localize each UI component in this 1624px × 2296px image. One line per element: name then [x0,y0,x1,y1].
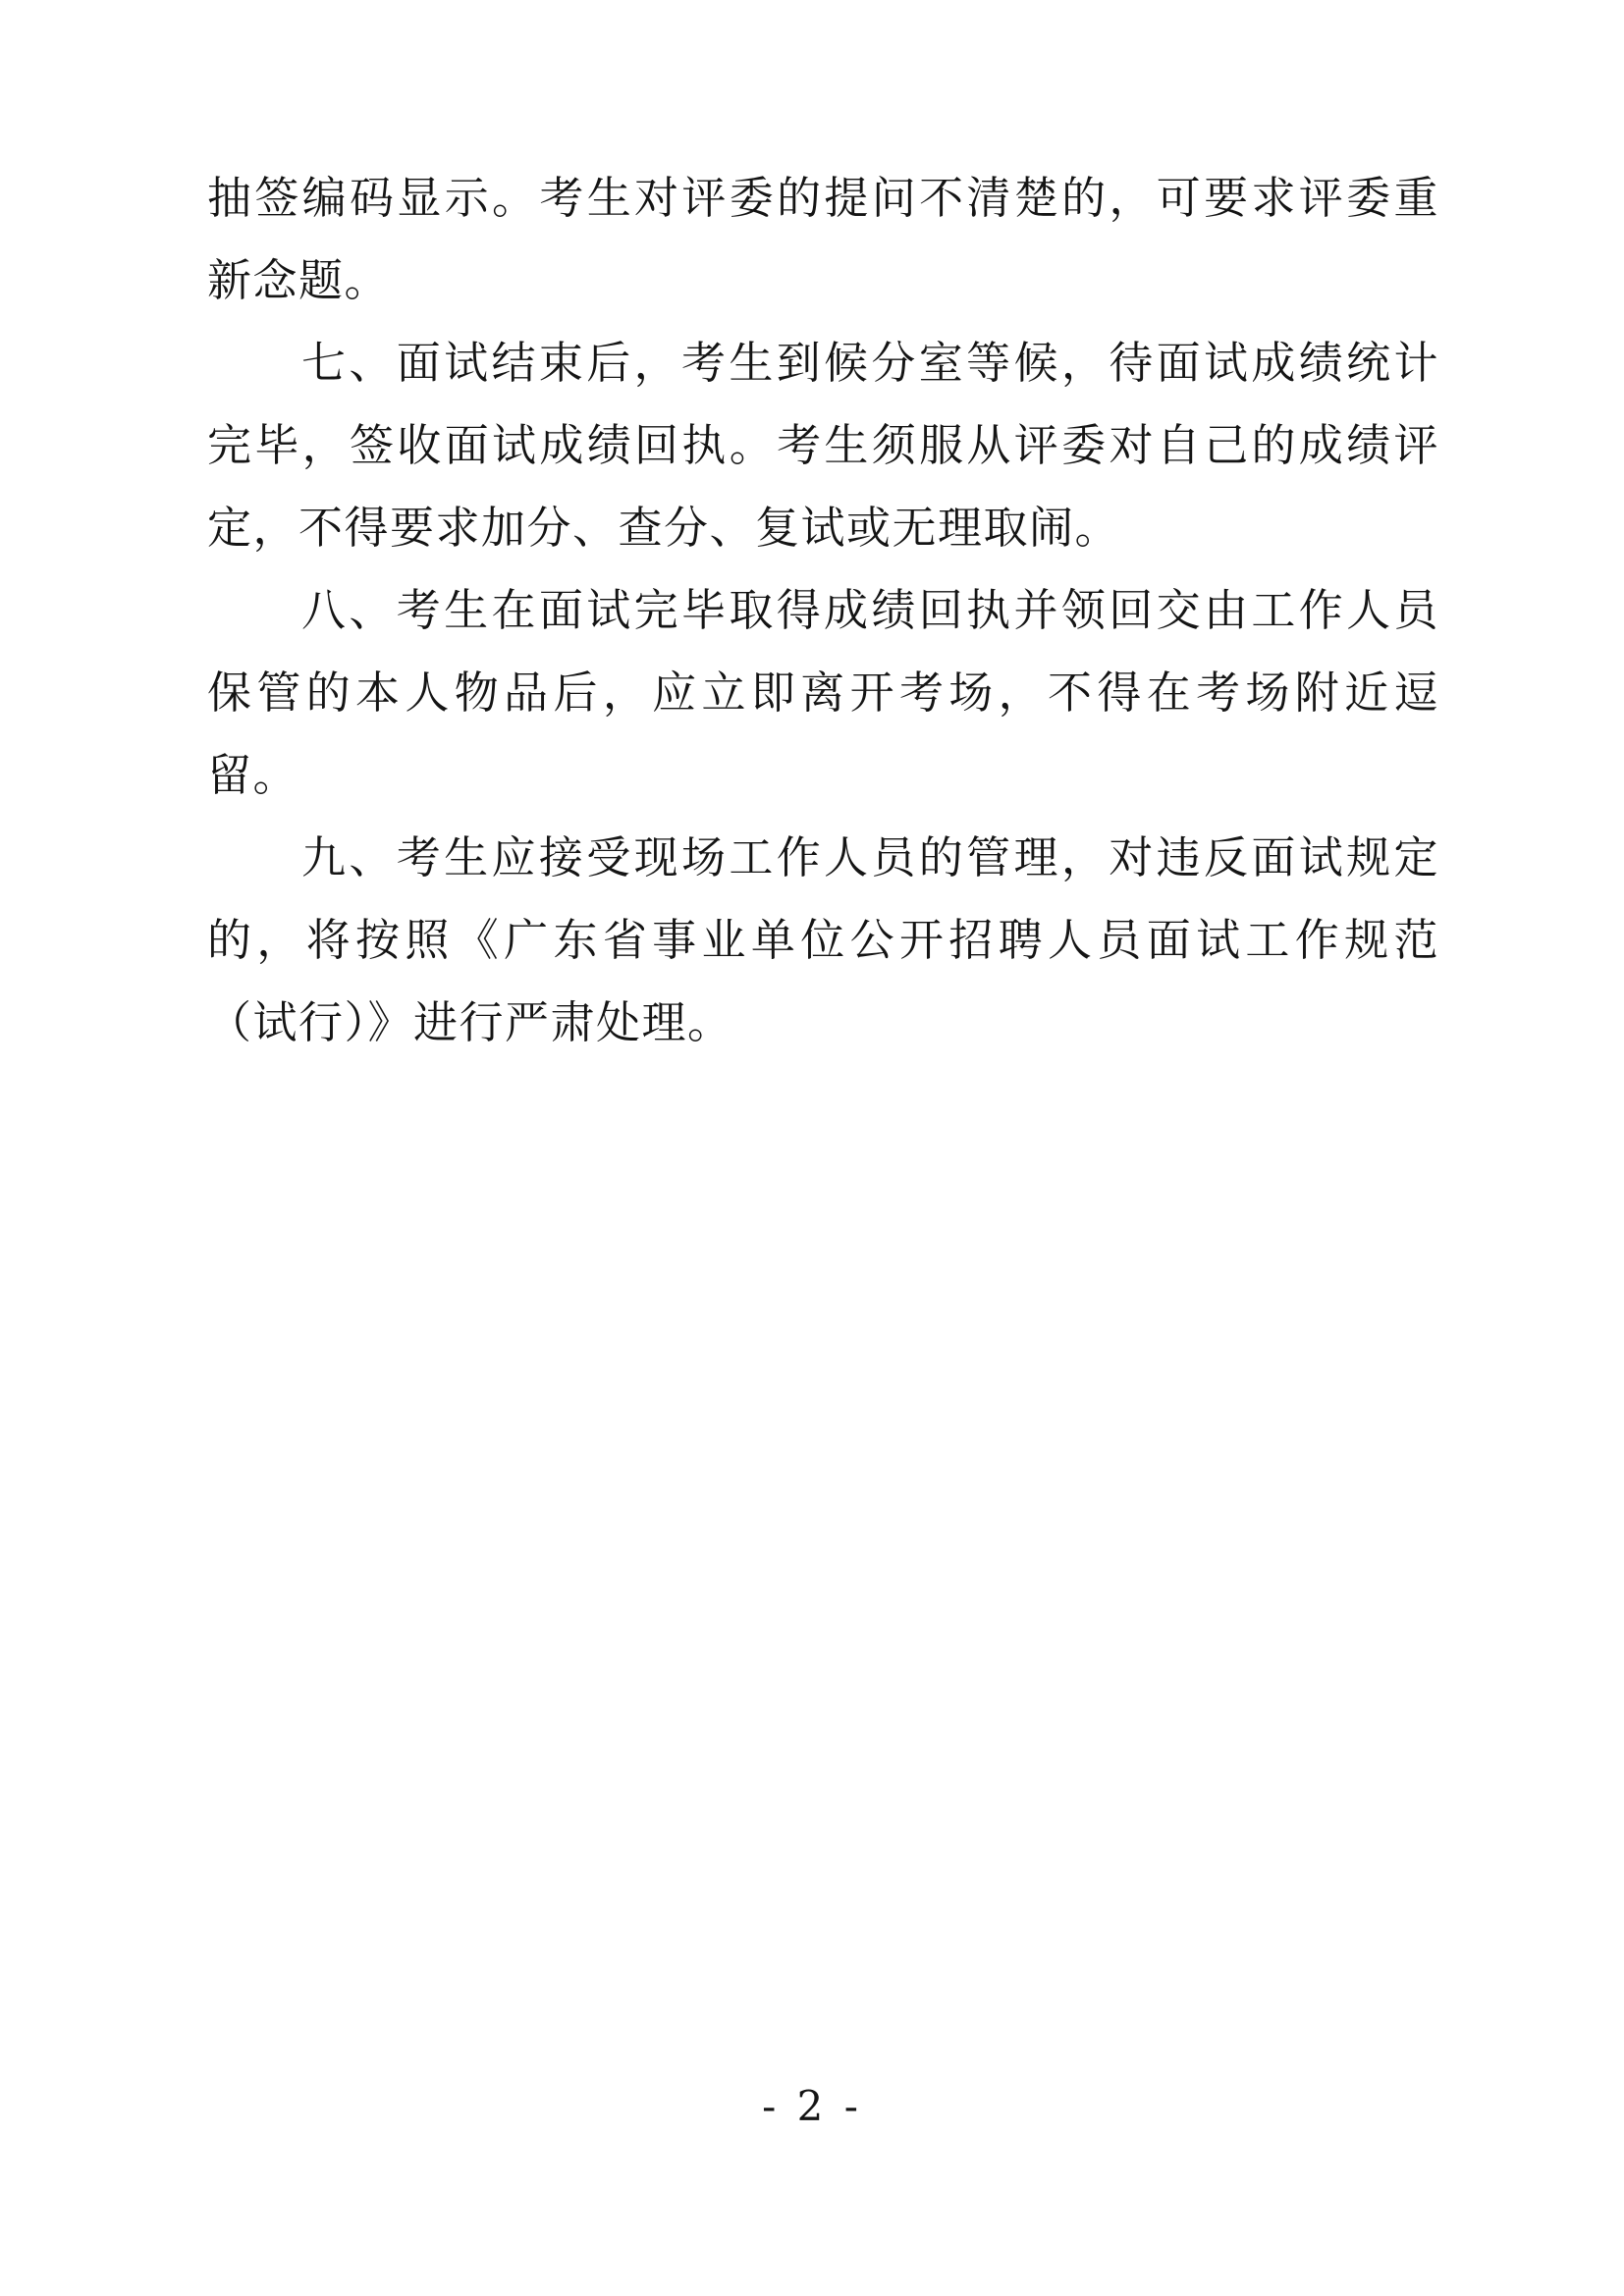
paragraph-item-8: 八、考生在面试完毕取得成绩回执并领回交由工作人员保管的本人物品后，应立即离开考场，不得在考场附近逗留。 [207,584,1439,801]
paragraph-item-7: 七、面试结束后，考生到候分室等候，待面试成绩统计完毕，签收面试成绩回执。考生须服从评委对自己的成绩评定，不得要求加分、查分、复试或无理取闹。 [207,337,1439,554]
paragraph-item-9: 九、考生应接受现场工作人员的管理，对违反面试规定的，将按照《广东省事业单位公开招聘人员面试工作规范（试行）》进行严肃处理。 [207,831,1439,1048]
paragraph-continuation: 抽签编码显示。考生对评委的提问不清楚的，可要求评委重新念题。 [207,172,1439,306]
page-number: - 2 - [762,2082,862,2130]
document-body [207,157,1439,1064]
